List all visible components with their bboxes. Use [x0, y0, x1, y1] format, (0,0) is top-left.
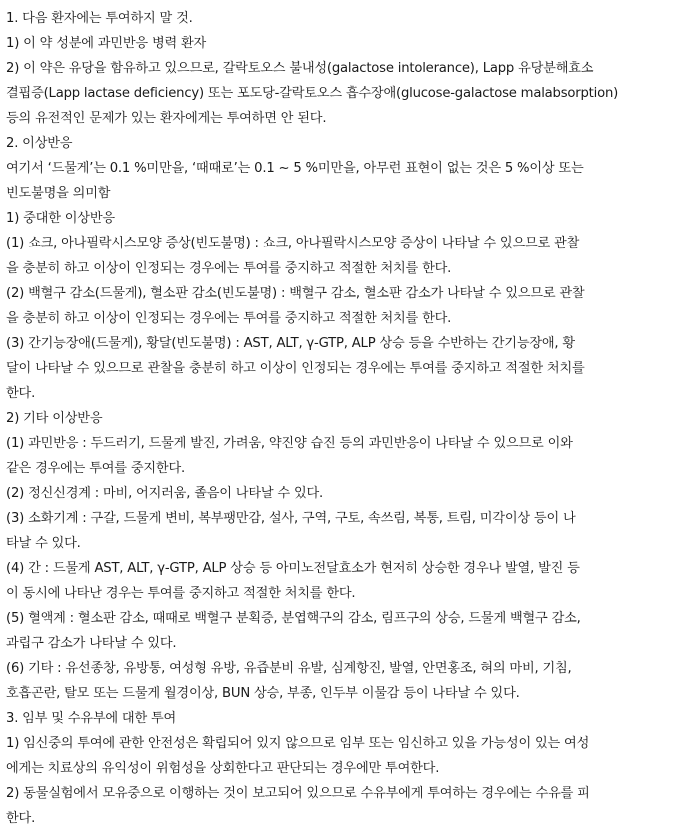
text-line: 이 동시에 나타난 경우는 투여를 중지하고 적절한 처치를 한다. [6, 586, 356, 601]
text-line: 1) 이 약 성분에 과민반응 병력 환자 [6, 36, 207, 51]
text-line: (2) 정신신경계 : 마비, 어지러움, 졸음이 나타날 수 있다. [6, 486, 324, 501]
text-line: 1) 임신중의 투여에 관한 안전성은 확립되어 있지 않으므로 임부 또는 임신하고 있을 가능성이 있는 여성 [6, 736, 590, 751]
text-line: (6) 기타 : 유선종창, 유방통, 여성형 유방, 유즙분비 유발, 심계항진, 발열, 안면홍조, 혀의 마비, 기침, [6, 661, 572, 676]
text-line: (3) 간기능장애(드물게), 황달(빈도불명) : AST, ALT, γ-GTP, ALP 상승 등을 수반하는 간기능장애, 황 [6, 336, 575, 351]
text-line: 한다. [6, 386, 36, 401]
text-line: 1. 다음 환자에는 투여하지 말 것. [6, 11, 193, 26]
text-line: 같은 경우에는 투여를 중지한다. [6, 461, 185, 476]
text-line: (1) 쇼크, 아나필락시스모양 증상(빈도불명) : 쇼크, 아나필락시스모양 증상이 나타날 수 있으므로 관찰 [6, 236, 580, 251]
text-line: (5) 혈액계 : 혈소판 감소, 때때로 백혈구 분획증, 분엽핵구의 감소, 림프구의 상승, 드물게 백혈구 감소, [6, 611, 581, 626]
text-line: 달이 나타날 수 있으므로 관찰을 충분히 하고 이상이 인정되는 경우에는 투여를 중지하고 적절한 처치를 [6, 361, 585, 376]
text-line: 3. 임부 및 수유부에 대한 투여 [6, 711, 177, 726]
text-line: (1) 과민반응 : 두드러기, 드물게 발진, 가려움, 약진양 습진 등의 과민반응이 나타날 수 있으므로 이와 [6, 436, 573, 451]
text-line: (3) 소화기계 : 구갈, 드물게 변비, 복부팽만감, 설사, 구역, 구토, 속쓰림, 복통, 트림, 미각이상 등이 나 [6, 511, 576, 526]
text-line: 결핍증(Lapp lactase deficiency) 또는 포도당-갈락토오스 흡수장애(glucose-galactose malabsorption) [6, 86, 619, 101]
text-line: 2) 이 약은 유당을 함유하고 있으므로, 갈락토오스 불내성(galactose intolerance), Lapp 유당분해효소 [6, 61, 594, 76]
text-line: 을 충분히 하고 이상이 인정되는 경우에는 투여를 중지하고 적절한 처치를 한다. [6, 311, 452, 326]
text-line: 등의 유전적인 문제가 있는 환자에게는 투여하면 안 된다. [6, 111, 327, 126]
text-line: (4) 간 : 드물게 AST, ALT, γ-GTP, ALP 상승 등 아미노전달효소가 현저히 상승한 경우나 발열, 발진 등 [6, 561, 580, 576]
text-line: 을 충분히 하고 이상이 인정되는 경우에는 투여를 중지하고 적절한 처치를 한다. [6, 261, 452, 276]
text-line: 과립구 감소가 나타날 수 있다. [6, 636, 177, 651]
text-line: 호흡곤란, 탈모 또는 드물게 월경이상, BUN 상승, 부종, 인두부 이물감 등이 나타날 수 있다. [6, 686, 520, 701]
text-line: 에게는 치료상의 유익성이 위험성을 상회한다고 판단되는 경우에만 투여한다. [6, 761, 440, 776]
text-line: 2) 기타 이상반응 [6, 411, 103, 426]
text-line: 1) 중대한 이상반응 [6, 211, 115, 226]
text-line: 2) 동물실험에서 모유중으로 이행하는 것이 보고되어 있으므로 수유부에게 투여하는 경우에는 수유를 피 [6, 786, 590, 801]
text-line: 빈도불명을 의미함 [6, 186, 111, 201]
text-line: 타날 수 있다. [6, 536, 81, 551]
text-line: 2. 이상반응 [6, 136, 73, 151]
text-line: 한다. [6, 811, 36, 826]
text-line: (2) 백혈구 감소(드물게), 혈소판 감소(빈도불명) : 백혈구 감소, 혈소판 감소가 나타날 수 있으므로 관찰 [6, 286, 585, 301]
text-line: 여기서 ‘드물게’는 0.1 %미만을, ‘때때로’는 0.1 ~ 5 %미만을, 아무런 표현이 없는 것은 5 %이상 또는 [6, 161, 584, 176]
